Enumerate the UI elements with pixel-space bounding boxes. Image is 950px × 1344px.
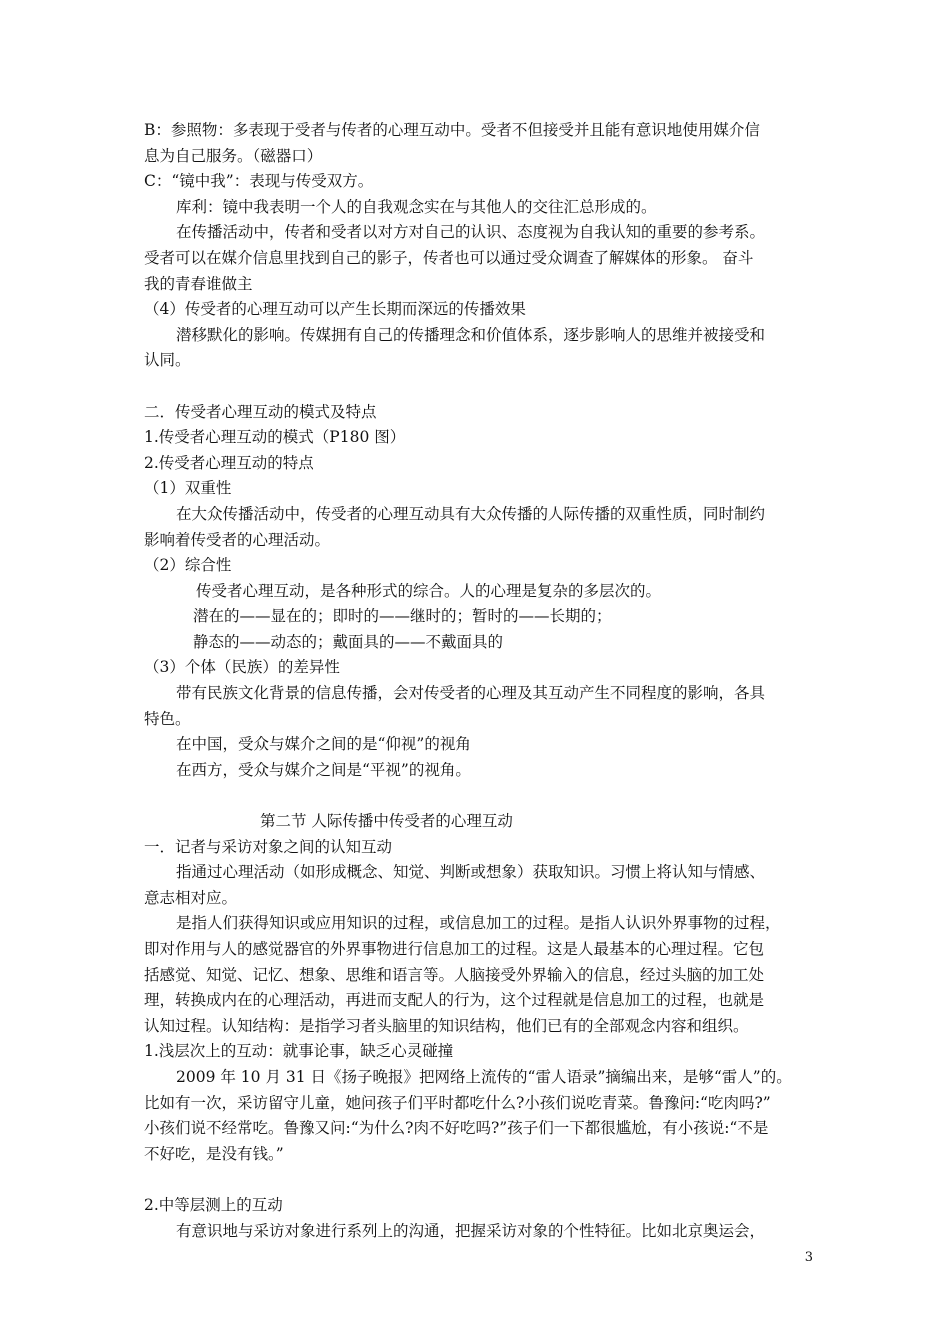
text-line: 指通过心理活动（如形成概念、知觉、判断或想象）获取知识。习惯上将认知与情感、 [176,863,766,882]
text-line: 在西方，受众与媒介之间是“平视”的视角。 [176,760,471,779]
text-line: 在传播活动中，传者和受者以对方对自己的认识、态度视为自我认知的重要的参考系。 [176,223,766,242]
blank-line [144,374,810,400]
blank-line [144,783,810,809]
text-line: （4）传受者的心理互动可以产生长期而深远的传播效果 [144,300,526,319]
body-text [144,118,810,1244]
text-line: 库利：镜中我表明一个人的自我观念实在与其他人的交往汇总形成的。 [176,197,657,216]
text-line: 认知过程。认知结构：是指学习者头脑里的知识结构，他们已有的全部观念内容和组织。 [144,1016,749,1035]
text-line: 潜在的——显在的；即时的——继时的；暂时的——长期的； [193,607,612,626]
text-line: 2.传受者心理互动的特点 [144,453,314,472]
text-line: 比如有一次，采访留守儿童，她问孩子们平时都吃什么?小孩们说吃青菜。鲁豫问:“吃肉吗?” [144,1093,771,1112]
text-line: 2.中等层测上的互动 [144,1195,283,1214]
text-line: 特色。 [144,709,191,728]
text-line: 有意识地与采访对象进行系列上的沟通，把握采访对象的个性特征。比如北京奥运会， [176,1221,766,1240]
text-line: 带有民族文化背景的信息传播，会对传受者的心理及其互动产生不同程度的影响，各具 [176,684,766,703]
text-line: （2）综合性 [144,556,232,575]
text-line: 1.传受者心理互动的模式（P180 图） [144,428,406,447]
section-heading: 一．记者与采访对象之间的认知互动 [144,837,393,856]
text-line: 括感觉、知觉、记忆、想象、思维和语言等。人脑接受外界输入的信息，经过头脑的加工处 [144,965,765,984]
text-line: 即对作用与人的感觉器官的外界事物进行信息加工的过程。这是人最基本的心理过程。它包 [144,940,765,958]
text-line: 息为自己服务。（磁器口） [144,146,323,165]
text-line: 在中国，受众与媒介之间的是“仰视”的视角 [176,735,471,754]
text-line: B：参照物：多表现于受者与传者的心理互动中。受者不但接受并且能有意识地使用媒介信 [144,121,760,139]
blank-line [144,1167,810,1193]
text-line: 不好吃，是没有钱。” [144,1144,284,1163]
text-line: 在大众传播活动中，传受者的心理互动具有大众传播的人际传播的双重性质，同时制约 [176,504,766,523]
text-line: 潜移默化的影响。传媒拥有自己的传播理念和价值体系，逐步影响人的思维并被接受和 [176,325,766,344]
text-line: 我的青春谁做主 [144,274,253,293]
text-line: C：“镜中我”：表现与传受双方。 [144,172,374,191]
text-line: 2009 年 10 月 31 日《扬子晚报》把网络上流传的“雷人语录”摘编出来，是够“雷人”的。 [176,1067,792,1086]
text-line: 受者可以在媒介信息里找到自己的影子，传者也可以通过受众调查了解媒体的形象。 奋斗 [144,248,754,267]
text-line: （1）双重性 [144,479,232,498]
page-number: 3 [804,1250,813,1265]
section-heading: 二．传受者心理互动的模式及特点 [144,402,377,421]
text-line: 意志相对应。 [144,888,238,907]
text-line: 静态的——动态的；戴面具的——不戴面具的 [193,632,504,651]
text-line: 认同。 [144,351,191,370]
text-line: （3）个体（民族）的差异性 [144,658,340,677]
text-line: 小孩们说不经常吃。鲁豫又问:“为什么?肉不好吃吗?”孩子们一下都很尴尬，有小孩说:“不是 [144,1119,769,1138]
text-line: 理，转换成内在的心理活动，再进而支配人的行为，这个过程就是信息加工的过程，也就是 [144,991,765,1010]
chapter-section-title: 第二节 人际传播中传受者的心理互动 [260,812,513,831]
text-line: 是指人们获得知识或应用知识的过程，或信息加工的过程。是指人认识外界事物的过程， [176,914,781,933]
text-line: 传受者心理互动，是各种形式的综合。人的心理是复杂的多层次的。 [196,581,662,600]
text-line: 影响着传受者的心理活动。 [144,530,331,549]
text-line: 1.浅层次上的互动：就事论事，缺乏心灵碰撞 [144,1042,454,1061]
